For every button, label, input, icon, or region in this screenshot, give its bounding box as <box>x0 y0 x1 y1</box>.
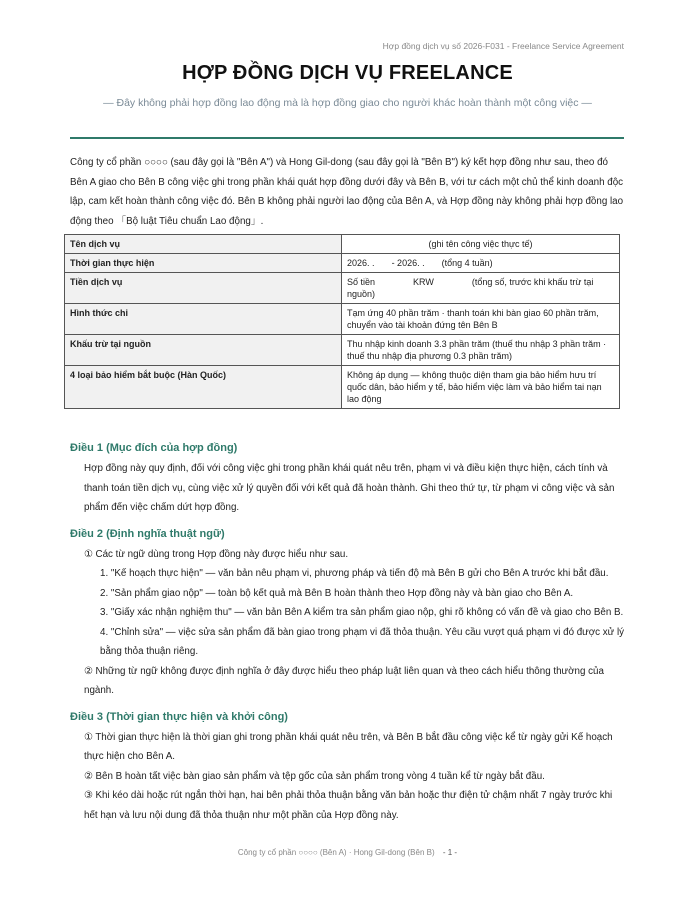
withholding-label: Khấu trừ tại nguồn <box>65 335 342 366</box>
insurance-label: 4 loại bảo hiểm bắt buộc (Hàn Quốc) <box>65 366 342 409</box>
contract-summary-table <box>64 234 620 409</box>
article-2-clause-2: ② Những từ ngữ không được định nghĩa ở đây được hiểu theo pháp luật liên quan và theo cách hiểu thông thường của ngành. <box>84 665 604 696</box>
document-title: HỢP ĐỒNG DỊCH VỤ FREELANCE <box>182 62 513 84</box>
period-end: - 2026. . <box>391 258 425 268</box>
contract-reference: Hợp đồng dịch vụ số 2026-F031 - Freelance Service Agreement <box>382 41 624 51</box>
insurance-value: Không áp dụng — không thuộc diện tham gia bảo hiểm hưu trí quốc dân, bảo hiểm y tế, bảo hiểm việc làm và bảo hiểm tai nạn lao động <box>342 366 620 409</box>
payment-label: Hình thức chi <box>65 304 342 335</box>
intro-paragraph: Công ty cổ phần ○○○○ (sau đây gọi là "Bên A") và Hong Gil-dong (sau đây gọi là "Bên B") ký kết hợp đồng như sau, theo đó Bên A giao cho Bên B công việc ghi trong phần khái quát hợp đồng dưới đây và Bên B, với tư cách một chủ thể kinh doanh độc lập, cam kết hoàn thành công việc đó. Bên B không phải người lao động của Bên A, và Hợp đồng này không phải hợp đồng lao động theo 「Bộ luật Tiêu chuẩn Lao động」. <box>70 157 624 227</box>
table-row <box>65 304 620 335</box>
period-note: (tổng 4 tuần) <box>441 258 493 268</box>
article-2-heading: Điều 2 (Định nghĩa thuật ngữ) <box>70 527 225 540</box>
page-number: - 1 - <box>442 848 458 857</box>
article-3-clause-1: ① Thời gian thực hiện là thời gian ghi trong phần khái quát nêu trên, và Bên B bắt đầu công việc kể từ ngày gửi Kế hoạch thực hiện cho Bên A. <box>84 731 613 762</box>
definition-2: 2. "Sản phẩm giao nộp" — toàn bộ kết quả mà Bên B hoàn thành theo Hợp đồng này và bàn giao cho Bên A. <box>100 587 574 599</box>
article-3-clause-2: ② Bên B hoàn tất việc bàn giao sản phẩm và tệp gốc của sản phẩm trong vòng 4 tuần kể từ ngày bắt đầu. <box>84 770 545 782</box>
definition-4: 4. "Chỉnh sửa" — việc sửa sản phẩm đã bàn giao trong phạm vi đã thỏa thuận. Yêu cầu vượt quá phạm vi đó được xử lý bằng thỏa thuận riêng. <box>100 626 625 657</box>
document-subtitle: — Đây không phải hợp đồng lao động mà là hợp đồng giao cho người khác hoàn thành một công việc — <box>103 97 592 109</box>
period-value <box>342 254 620 273</box>
definition-1: 1. "Kế hoạch thực hiện" — văn bản nêu phạm vi, phương pháp và tiến độ mà Bên B gửi cho Bên A trước khi bắt đầu. <box>100 568 609 579</box>
table-row <box>65 273 620 304</box>
service-name-value: (ghi tên công việc thực tế) <box>342 235 620 254</box>
fee-value <box>342 273 620 304</box>
contract-articles <box>70 440 626 825</box>
fee-label: Tiền dịch vụ <box>65 273 342 304</box>
fee-note: (tổng số, trước khi khấu trừ tại nguồn) <box>347 277 594 299</box>
table-row <box>65 335 620 366</box>
article-1-heading: Điều 1 (Mục đích của hợp đồng) <box>70 442 238 454</box>
period-start: 2026. . <box>347 258 375 268</box>
service-name-label: Tên dịch vụ <box>65 235 342 254</box>
article-1-body: Hợp đồng này quy định, đối với công việc ghi trong phần khái quát nêu trên, phạm vi và điều kiện thực hiện, cách tính và thanh toán tiền dịch vụ, cùng việc xử lý quyền đối với kết quả đã hoàn thành. Ghi theo thứ tự, từ phạm vi công việc và sản phẩm đến việc chấm dứt hợp đồng. <box>84 463 615 513</box>
fee-currency: KRW <box>413 277 434 287</box>
withholding-value: Thu nhập kinh doanh 3.3 phần trăm (thuế thu nhập 3 phần trăm · thuế thu nhập địa phương 0.3 phần trăm) <box>342 335 620 366</box>
period-label: Thời gian thực hiện <box>65 254 342 273</box>
table-row <box>65 254 620 273</box>
table-row <box>65 366 620 409</box>
definition-3: 3. "Giấy xác nhận nghiệm thu" — văn bản Bên A kiểm tra sản phẩm giao nộp, ghi rõ không có vấn đề và giao cho Bên B. <box>100 607 624 618</box>
title-divider <box>70 137 624 139</box>
table-row <box>65 235 620 254</box>
fee-prefix: Số tiền <box>347 277 376 287</box>
footer-parties: Công ty cổ phần ○○○○ (Bên A) · Hong Gil-dong (Bên B) <box>237 848 435 857</box>
article-3-clause-3: ③ Khi kéo dài hoặc rút ngắn thời hạn, hai bên phải thỏa thuận bằng văn bản hoặc thư điện tử chậm nhất 7 ngày trước khi hết hạn và lưu nội dung đã thỏa thuận như một phần của Hợp đồng này. <box>84 790 613 821</box>
page-footer <box>0 848 695 857</box>
article-2-clause-1: ① Các từ ngữ dùng trong Hợp đồng này được hiểu như sau. <box>84 548 349 560</box>
article-3-heading: Điều 3 (Thời gian thực hiện và khởi công) <box>70 710 288 723</box>
payment-value: Tạm ứng 40 phần trăm · thanh toán khi bàn giao 60 phần trăm, chuyển vào tài khoản đứng tên Bên B <box>342 304 620 335</box>
